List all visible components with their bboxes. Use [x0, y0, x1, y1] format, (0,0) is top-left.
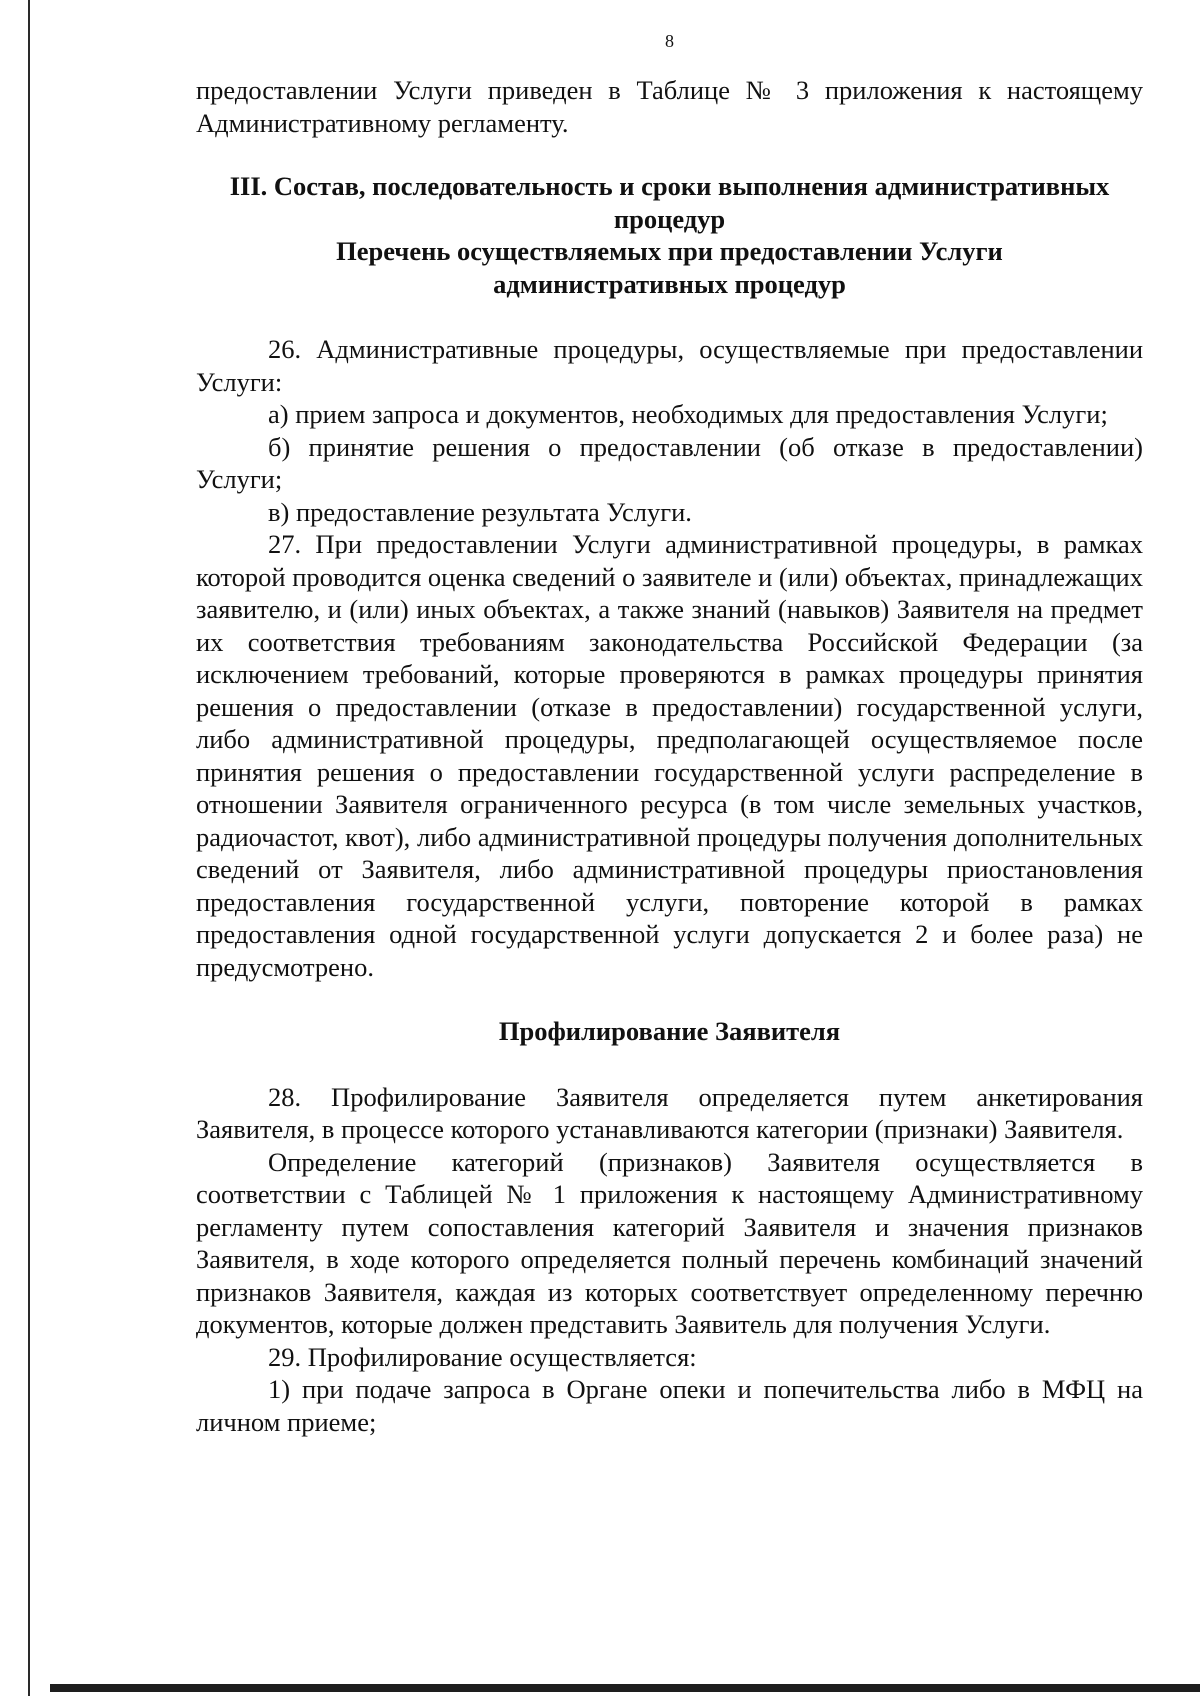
paragraph-29-1: 1) при подаче запроса в Органе опеки и попечительства либо в МФЦ на личном приеме;	[196, 1374, 1143, 1437]
page-number: 8	[665, 31, 674, 51]
section-subtitle-line-1: Перечень осуществляемых при предоставлении Услуги	[336, 236, 1003, 266]
paragraph-26-c: в) предоставление результата Услуги.	[268, 496, 692, 527]
page-bottom-edge	[50, 1684, 1200, 1692]
paragraph-28: 28. Профилирование Заявителя определяется путем анкетирования Заявителя, в процессе которого устанавливаются категории (признаки) Заявителя.	[196, 1081, 1143, 1144]
section-title-line-2: процедур	[613, 203, 726, 234]
section-heading	[196, 170, 1143, 300]
profile-heading	[196, 1015, 1143, 1048]
document-content	[196, 28, 1143, 1438]
section-subtitle-line-2: административных процедур	[493, 268, 846, 299]
paragraph-29: 29. Профилирование осуществляется:	[268, 1341, 697, 1372]
paragraph-28-continuation: Определение категорий (признаков) Заявителя осуществляется в соответствии с Таблицей № 1 приложения к настоящему Административному регламенту путем сопоставления категорий Заявителя и значения признаков Заявителя, в ходе которого определяется полный перечень комбинаций значений признаков Заявителя, каждая из которых соответствует определенному перечню документов, которые должен представить Заявитель для получения Услуги.	[196, 1146, 1143, 1339]
intro-paragraph: предоставлении Услуги приведен в Таблице № 3 приложения к настоящему Административному регламенту.	[196, 75, 1143, 138]
section-title-line-1: III. Состав, последовательность и сроки выполнения административных	[229, 171, 1110, 201]
paragraph-27: 27. При предоставлении Услуги административной процедуры, в рамках которой проводится оценка сведений о заявителе и (или) объектах, принадлежащих заявителю, и (или) иных объектах, а также знаний (навыков) Заявителя на предмет их соответствия требованиям законодательства Российской Федерации (за исключением требований, которые проверяются в рамках процедуры принятия решения о предоставлении (отказе в предоставлении) государственной услуги, либо административной процедуры, предполагающей осуществляемое после принятия решения о предоставлении государственной услуги распределение в отношении Заявителя ограниченного ресурса (в том числе земельных участков, радиочастот, квот), либо административной процедуры получения дополнительных сведений от Заявителя, либо административной процедуры приостановления предоставления государственной услуги, повторение которой в рамках предоставления одной государственной услуги допускается 2 и более раза) не предусмотрено.	[196, 529, 1143, 982]
paragraph-26: 26. Административные процедуры, осуществляемые при предоставлении Услуги:	[196, 334, 1143, 397]
paragraph-26-a: а) прием запроса и документов, необходимых для предоставления Услуги;	[268, 399, 1108, 429]
profile-section-title: Профилирование Заявителя	[498, 1016, 841, 1046]
paragraph-26-b: б) принятие решения о предоставлении (об отказе в предоставлении) Услуги;	[196, 431, 1143, 494]
